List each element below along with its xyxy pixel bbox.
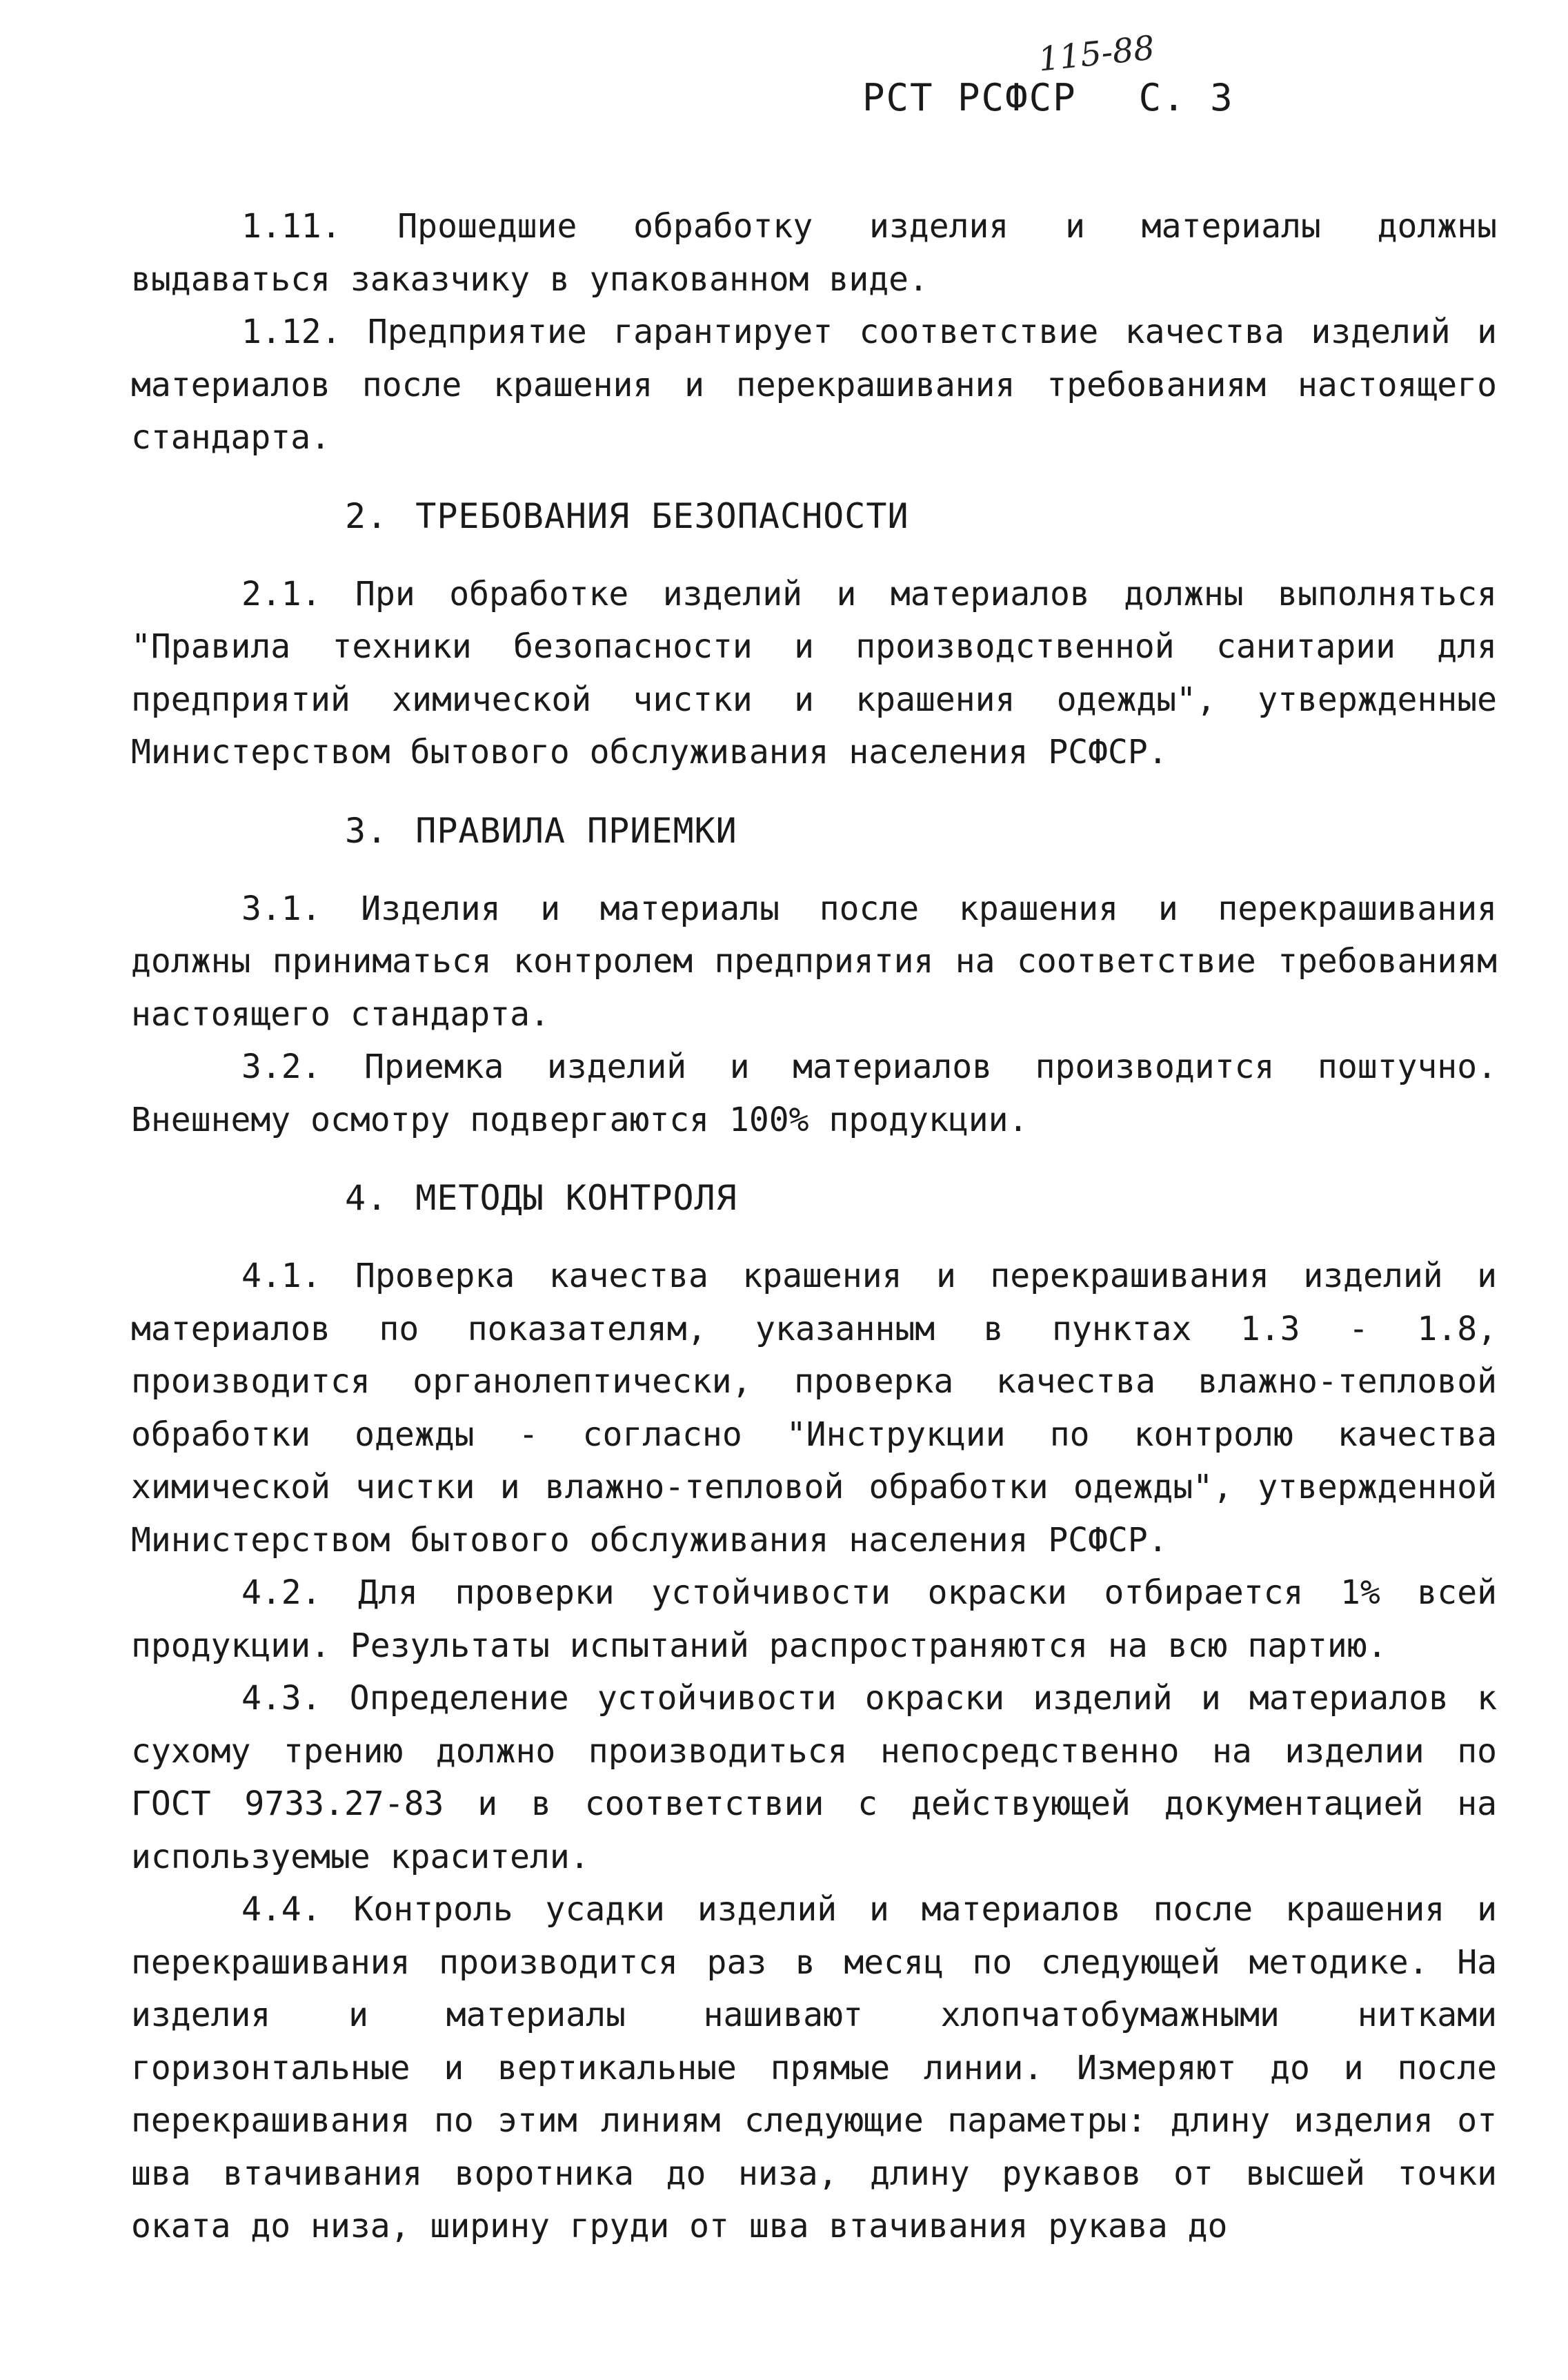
paragraph-1-11: 1.11. Прошедшие обработку изделия и материалы должны выдаваться заказчику в упакованном виде. (131, 207, 1497, 299)
paragraph-4-1: 4.1. Проверка качества крашения и перекрашивания изделий и материалов по показателям, указанным в пунктах 1.3 - 1.8, производится органолептически, проверка качества влажно-тепловой обработки одежды - согласно "Инструкции по контролю качества химической чистки и влажно-тепловой обработки одежды", утвержденной Министерством бытового обслуживания населения РСФСР. (131, 1257, 1497, 1560)
section-title: ТРЕБОВАНИЯ БЕЗОПАСНОСТИ (415, 495, 909, 536)
paragraph-1-12: 1.12. Предприятие гарантирует соответствие качества изделий и материалов после крашения и перекрашивания требованиям настоящего стандарта. (131, 313, 1497, 457)
section-number: 3. (345, 810, 388, 851)
section-heading-4 (131, 1146, 1497, 1250)
paragraph-3-1: 3.1. Изделия и материалы после крашения и перекрашивания должны приниматься контролем предприятия на соответствие требованиям настоящего стандарта. (131, 889, 1497, 1034)
section-heading-2 (131, 464, 1497, 568)
page-header (862, 76, 1234, 119)
paragraph-4-2: 4.2. Для проверки устойчивости окраски отбирается 1% всей продукции. Результаты испытаний распространяются на всю партию. (131, 1573, 1497, 1665)
paragraph-2-1: 2.1. При обработке изделий и материалов должны выполняться "Правила техники безопасности и производственной санитарии для предприятий химической чистки и крашения одежды", утвержденные Министерством бытового обслуживания населения РСФСР. (131, 574, 1497, 771)
standard-designation: РСТ РСФСР (862, 76, 1077, 119)
page-number: С. 3 (1138, 76, 1234, 119)
handwritten-note: 115-88 (1036, 28, 1157, 79)
section-title: МЕТОДЫ КОНТРОЛЯ (415, 1178, 737, 1218)
document-body (131, 200, 1497, 2253)
paragraph-4-3: 4.3. Определение устойчивости окраски изделий и материалов к сухому трению должно производиться непосредственно на изделии по ГОСТ 9733.27-83 и в соответствии с действующей документацией на используемые красители. (131, 1679, 1497, 1876)
section-title: ПРАВИЛА ПРИЕМКИ (415, 810, 737, 851)
section-number: 2. (345, 495, 388, 536)
paragraph-4-4: 4.4. Контроль усадки изделий и материалов после крашения и перекрашивания производится раз в месяц по следующей методике. На изделия и материалы нашивают хлопчатобумажными нитками горизонтальные и вертикальные прямые линии. Измеряют до и после перекрашивания по этим линиям следующие параметры: длину изделия от шва втачивания воротника до низа, длину рукавов от высшей точки оката до низа, ширину груди от шва втачивания рукава до (131, 1890, 1497, 2245)
paragraph-3-2: 3.2. Приемка изделий и материалов производится поштучно. Внешнему осмотру подвергаются 100% продукции. (131, 1048, 1497, 1139)
section-number: 4. (345, 1178, 388, 1218)
section-heading-3 (131, 779, 1497, 883)
